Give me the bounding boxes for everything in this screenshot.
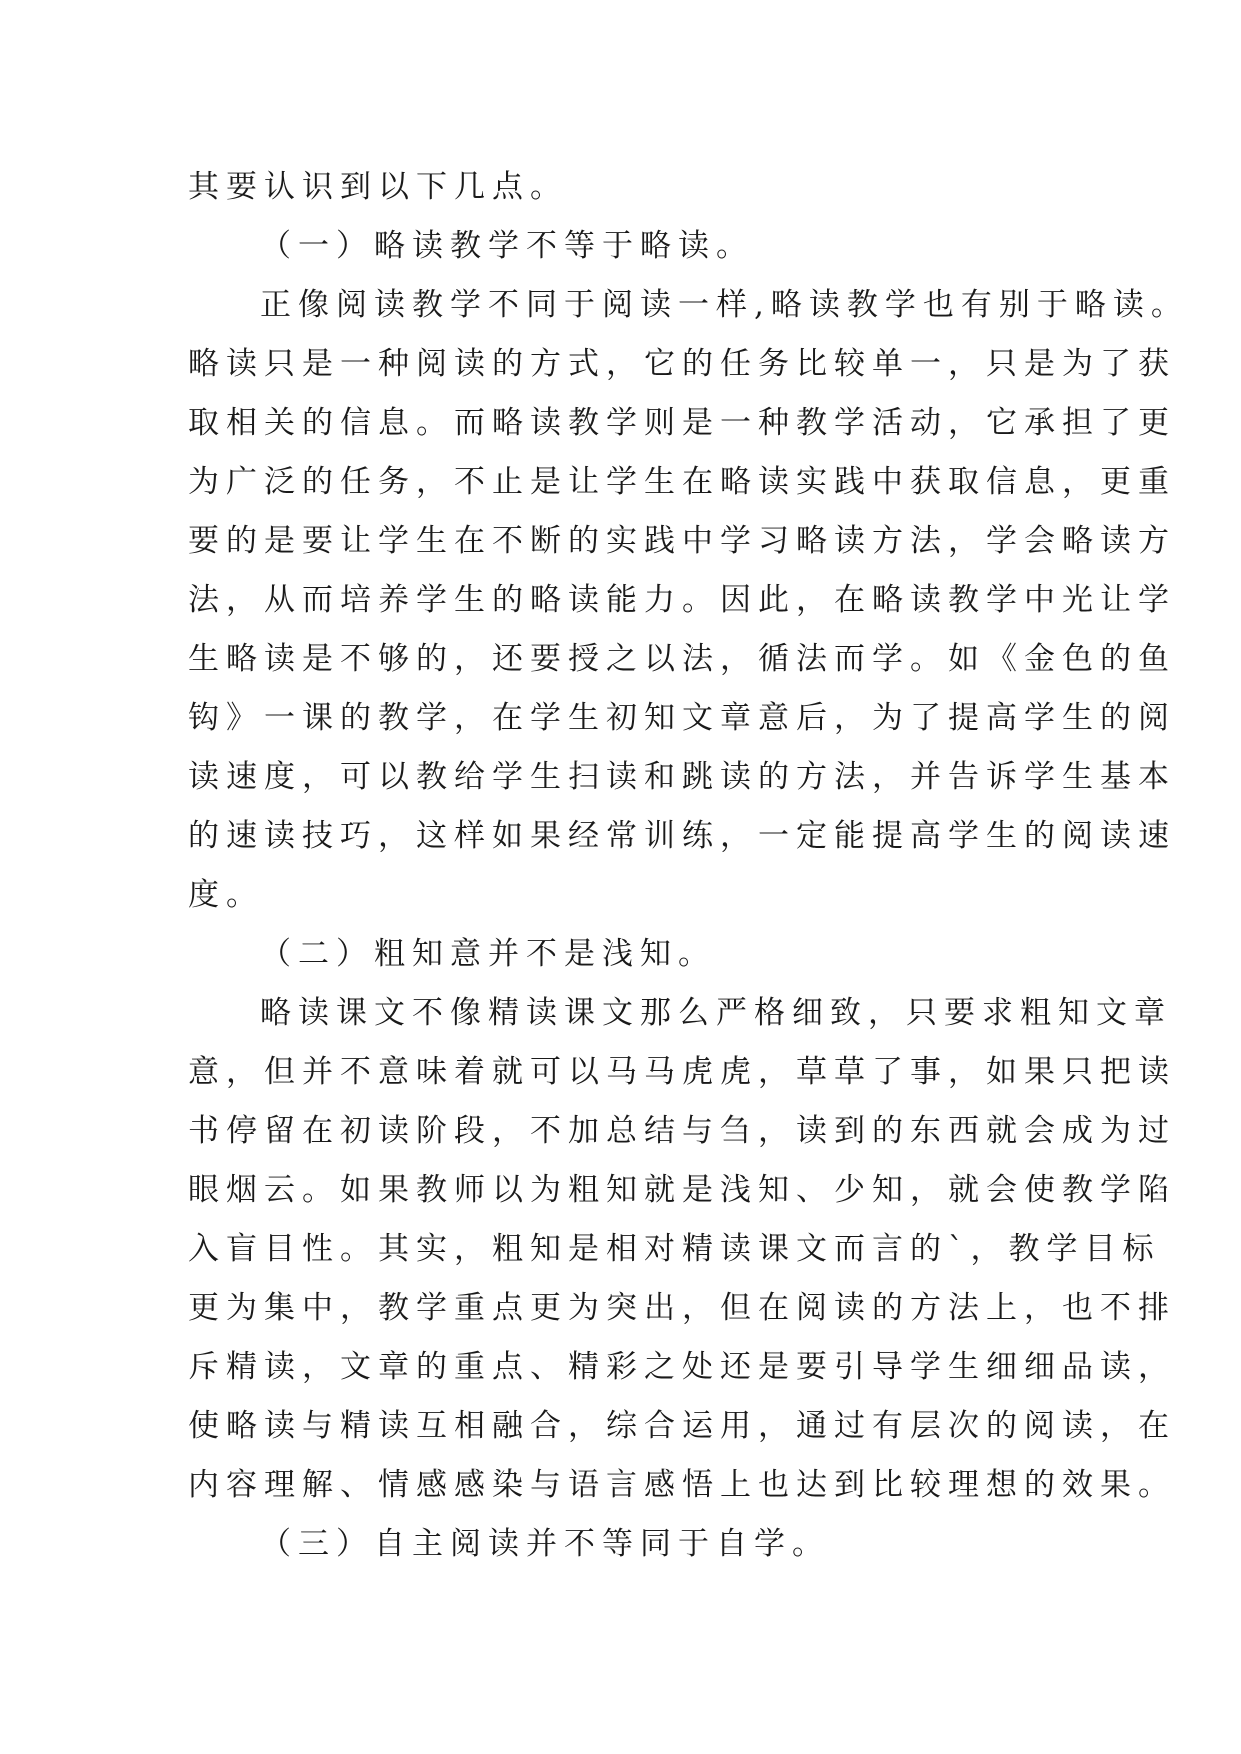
text-line: 为广泛的任务，不止是让学生在略读实践中获取信息，更重	[188, 464, 1176, 500]
text-line: 的速读技巧，这样如果经常训练，一定能提高学生的阅读速	[188, 818, 1176, 854]
text-line: 略读课文不像精读课文那么严格细致，只要求粗知文章	[260, 995, 1172, 1031]
text-line: 法，从而培养学生的略读能力。因此，在略读教学中光让学	[188, 582, 1176, 618]
text-line: 意，但并不意味着就可以马马虎虎，草草了事，如果只把读	[188, 1054, 1176, 1090]
text-line: 其要认识到以下几点。	[188, 169, 568, 205]
text-line: 取相关的信息。而略读教学则是一种教学活动，它承担了更	[188, 405, 1176, 441]
text-line: 读速度，可以教给学生扫读和跳读的方法，并告诉学生基本	[188, 759, 1176, 795]
text-line: 眼烟云。如果教师以为粗知就是浅知、少知，就会使教学陷	[188, 1172, 1176, 1208]
text-line: 生略读是不够的，还要授之以法，循法而学。如《金色的鱼	[188, 641, 1176, 677]
text-line: 内容理解、情感感染与语言感悟上也达到比较理想的效果。	[188, 1467, 1176, 1503]
text-line: 斥精读，文章的重点、精彩之处还是要引导学生细细品读，	[188, 1349, 1176, 1385]
section-heading: （一）略读教学不等于略读。	[260, 228, 754, 264]
document-body	[188, 158, 1189, 1574]
text-line: 正像阅读教学不同于阅读一样,略读教学也有别于略读。	[260, 287, 1189, 323]
text-line: 度。	[188, 877, 264, 913]
text-line: 略读只是一种阅读的方式，它的任务比较单一，只是为了获	[188, 346, 1176, 382]
text-line: 更为集中，教学重点更为突出，但在阅读的方法上，也不排	[188, 1290, 1176, 1326]
text-line: 钩》一课的教学，在学生初知文章意后，为了提高学生的阅	[188, 700, 1176, 736]
text-line: 要的是要让学生在不断的实践中学习略读方法，学会略读方	[188, 523, 1176, 559]
text-line: 使略读与精读互相融合，综合运用，通过有层次的阅读，在	[188, 1408, 1176, 1444]
section-heading: （三）自主阅读并不等同于自学。	[260, 1526, 830, 1562]
section-heading: （二）粗知意并不是浅知。	[260, 936, 716, 972]
text-line: 入盲目性。其实，粗知是相对精读课文而言的`，教学目标	[188, 1231, 1161, 1267]
text-line: 书停留在初读阶段，不加总结与刍，读到的东西就会成为过	[188, 1113, 1176, 1149]
